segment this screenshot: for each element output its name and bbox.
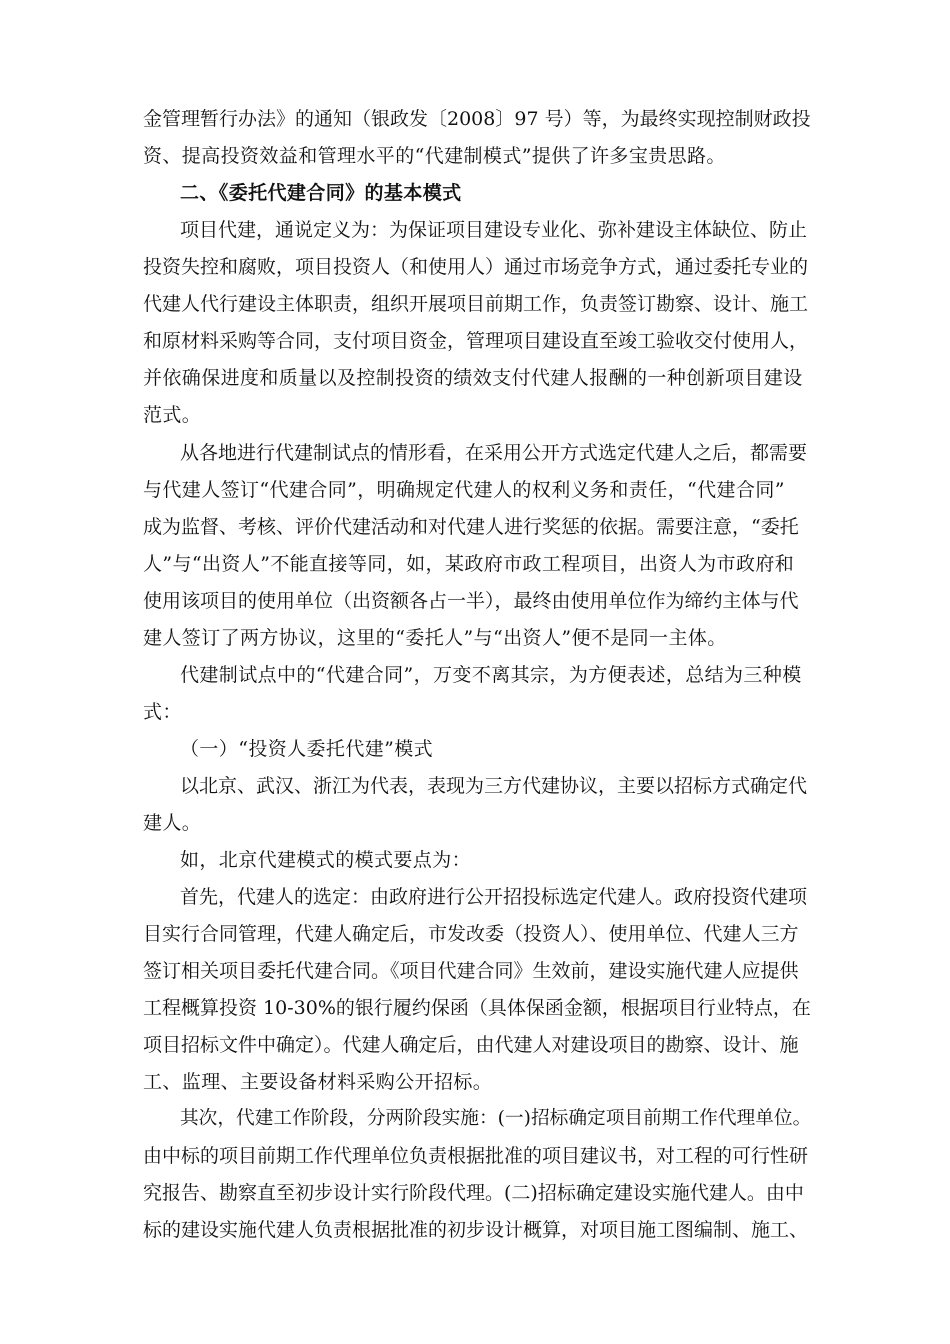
text-line: 人”与“出资人”不能直接等同，如，某政府市政工程项目，出资人为市政府和 <box>143 553 795 575</box>
text-line: 工程概算投资 10-30%的银行履约保函（具体保函金额，根据项目行业特点，在 <box>143 997 811 1019</box>
text-line: 目实行合同管理，代建人确定后，市发改委（投资人）、使用单位、代建人三方 <box>143 923 799 945</box>
text-line: 投资失控和腐败，项目投资人（和使用人）通过市场竞争方式，通过委托专业的 <box>143 256 809 278</box>
text-line: 如，北京代建模式的模式要点为： <box>180 849 472 871</box>
text-line: 使用该项目的使用单位（出资额各占一半），最终由使用单位作为缔约主体与代 <box>143 590 799 612</box>
subsection-heading: （一）“投资人委托代建”模式 <box>180 738 434 760</box>
text-line: 式： <box>143 701 182 723</box>
text-line: 建人签订了两方协议，这里的“委托人”与“出资人”便不是同一主体。 <box>143 627 727 649</box>
text-line: 由中标的项目前期工作代理单位负责根据批准的项目建议书，对工程的可行性研 <box>143 1145 809 1167</box>
text-line: 金管理暂行办法》的通知（银政发〔2008〕97 号）等，为最终实现控制财政投 <box>143 108 811 130</box>
text-line: 标的建设实施代建人负责根据批准的初步设计概算，对项目施工图编制、施工、 <box>143 1219 809 1241</box>
text-line: 首先，代建人的选定：由政府进行公开招投标选定代建人。政府投资代建项 <box>180 886 808 908</box>
text-line: 究报告、勘察直至初步设计实行阶段代理。(二)招标确定建设实施代建人。由中 <box>143 1182 804 1204</box>
text-line: 其次，代建工作阶段，分两阶段实施：(一)招标确定项目前期工作代理单位。 <box>180 1108 812 1129</box>
text-line: 代建制试点中的“代建合同”，万变不离其宗，为方便表述，总结为三种模 <box>180 664 802 686</box>
text-line: 资、提高投资效益和管理水平的“代建制模式”提供了许多宝贵思路。 <box>143 145 726 167</box>
text-line: 签订相关项目委托代建合同。《项目代建合同》生效前，建设实施代建人应提供 <box>143 960 799 982</box>
text-line: 与代建人签订“代建合同”，明确规定代建人的权利义务和责任，“代建合同” <box>143 479 785 501</box>
text-line: 并依确保进度和质量以及控制投资的绩效支付代建人报酬的一种创新项目建设 <box>143 367 803 389</box>
text-line: 代建人代行建设主体职责，组织开展项目前期工作，负责签订勘察、设计、施工 <box>143 293 809 315</box>
text-line: 从各地进行代建制试点的情形看，在采用公开方式选定代建人之后，都需要 <box>180 442 808 464</box>
section-heading: 二、《委托代建合同》的基本模式 <box>180 182 462 204</box>
text-line: 项目招标文件中确定）。代建人确定后，由代建人对建设项目的勘察、设计、施 <box>143 1034 799 1056</box>
text-line: 项目代建，通说定义为：为保证项目建设专业化、弥补建设主体缺位、防止 <box>180 219 808 241</box>
text-line: 工、监理、主要设备材料采购公开招标。 <box>143 1071 493 1093</box>
text-line: 成为监督、考核、评价代建活动和对代建人进行奖惩的依据。需要注意，“委托 <box>143 516 799 538</box>
text-line: 以北京、武汉、浙江为代表，表现为三方代建协议，主要以招标方式确定代 <box>180 775 808 797</box>
text-line: 建人。 <box>143 812 202 834</box>
text-line: 范式。 <box>143 404 202 426</box>
text-line: 和原材料采购等合同，支付项目资金，管理项目建设直至竣工验收交付使用人， <box>143 330 809 352</box>
